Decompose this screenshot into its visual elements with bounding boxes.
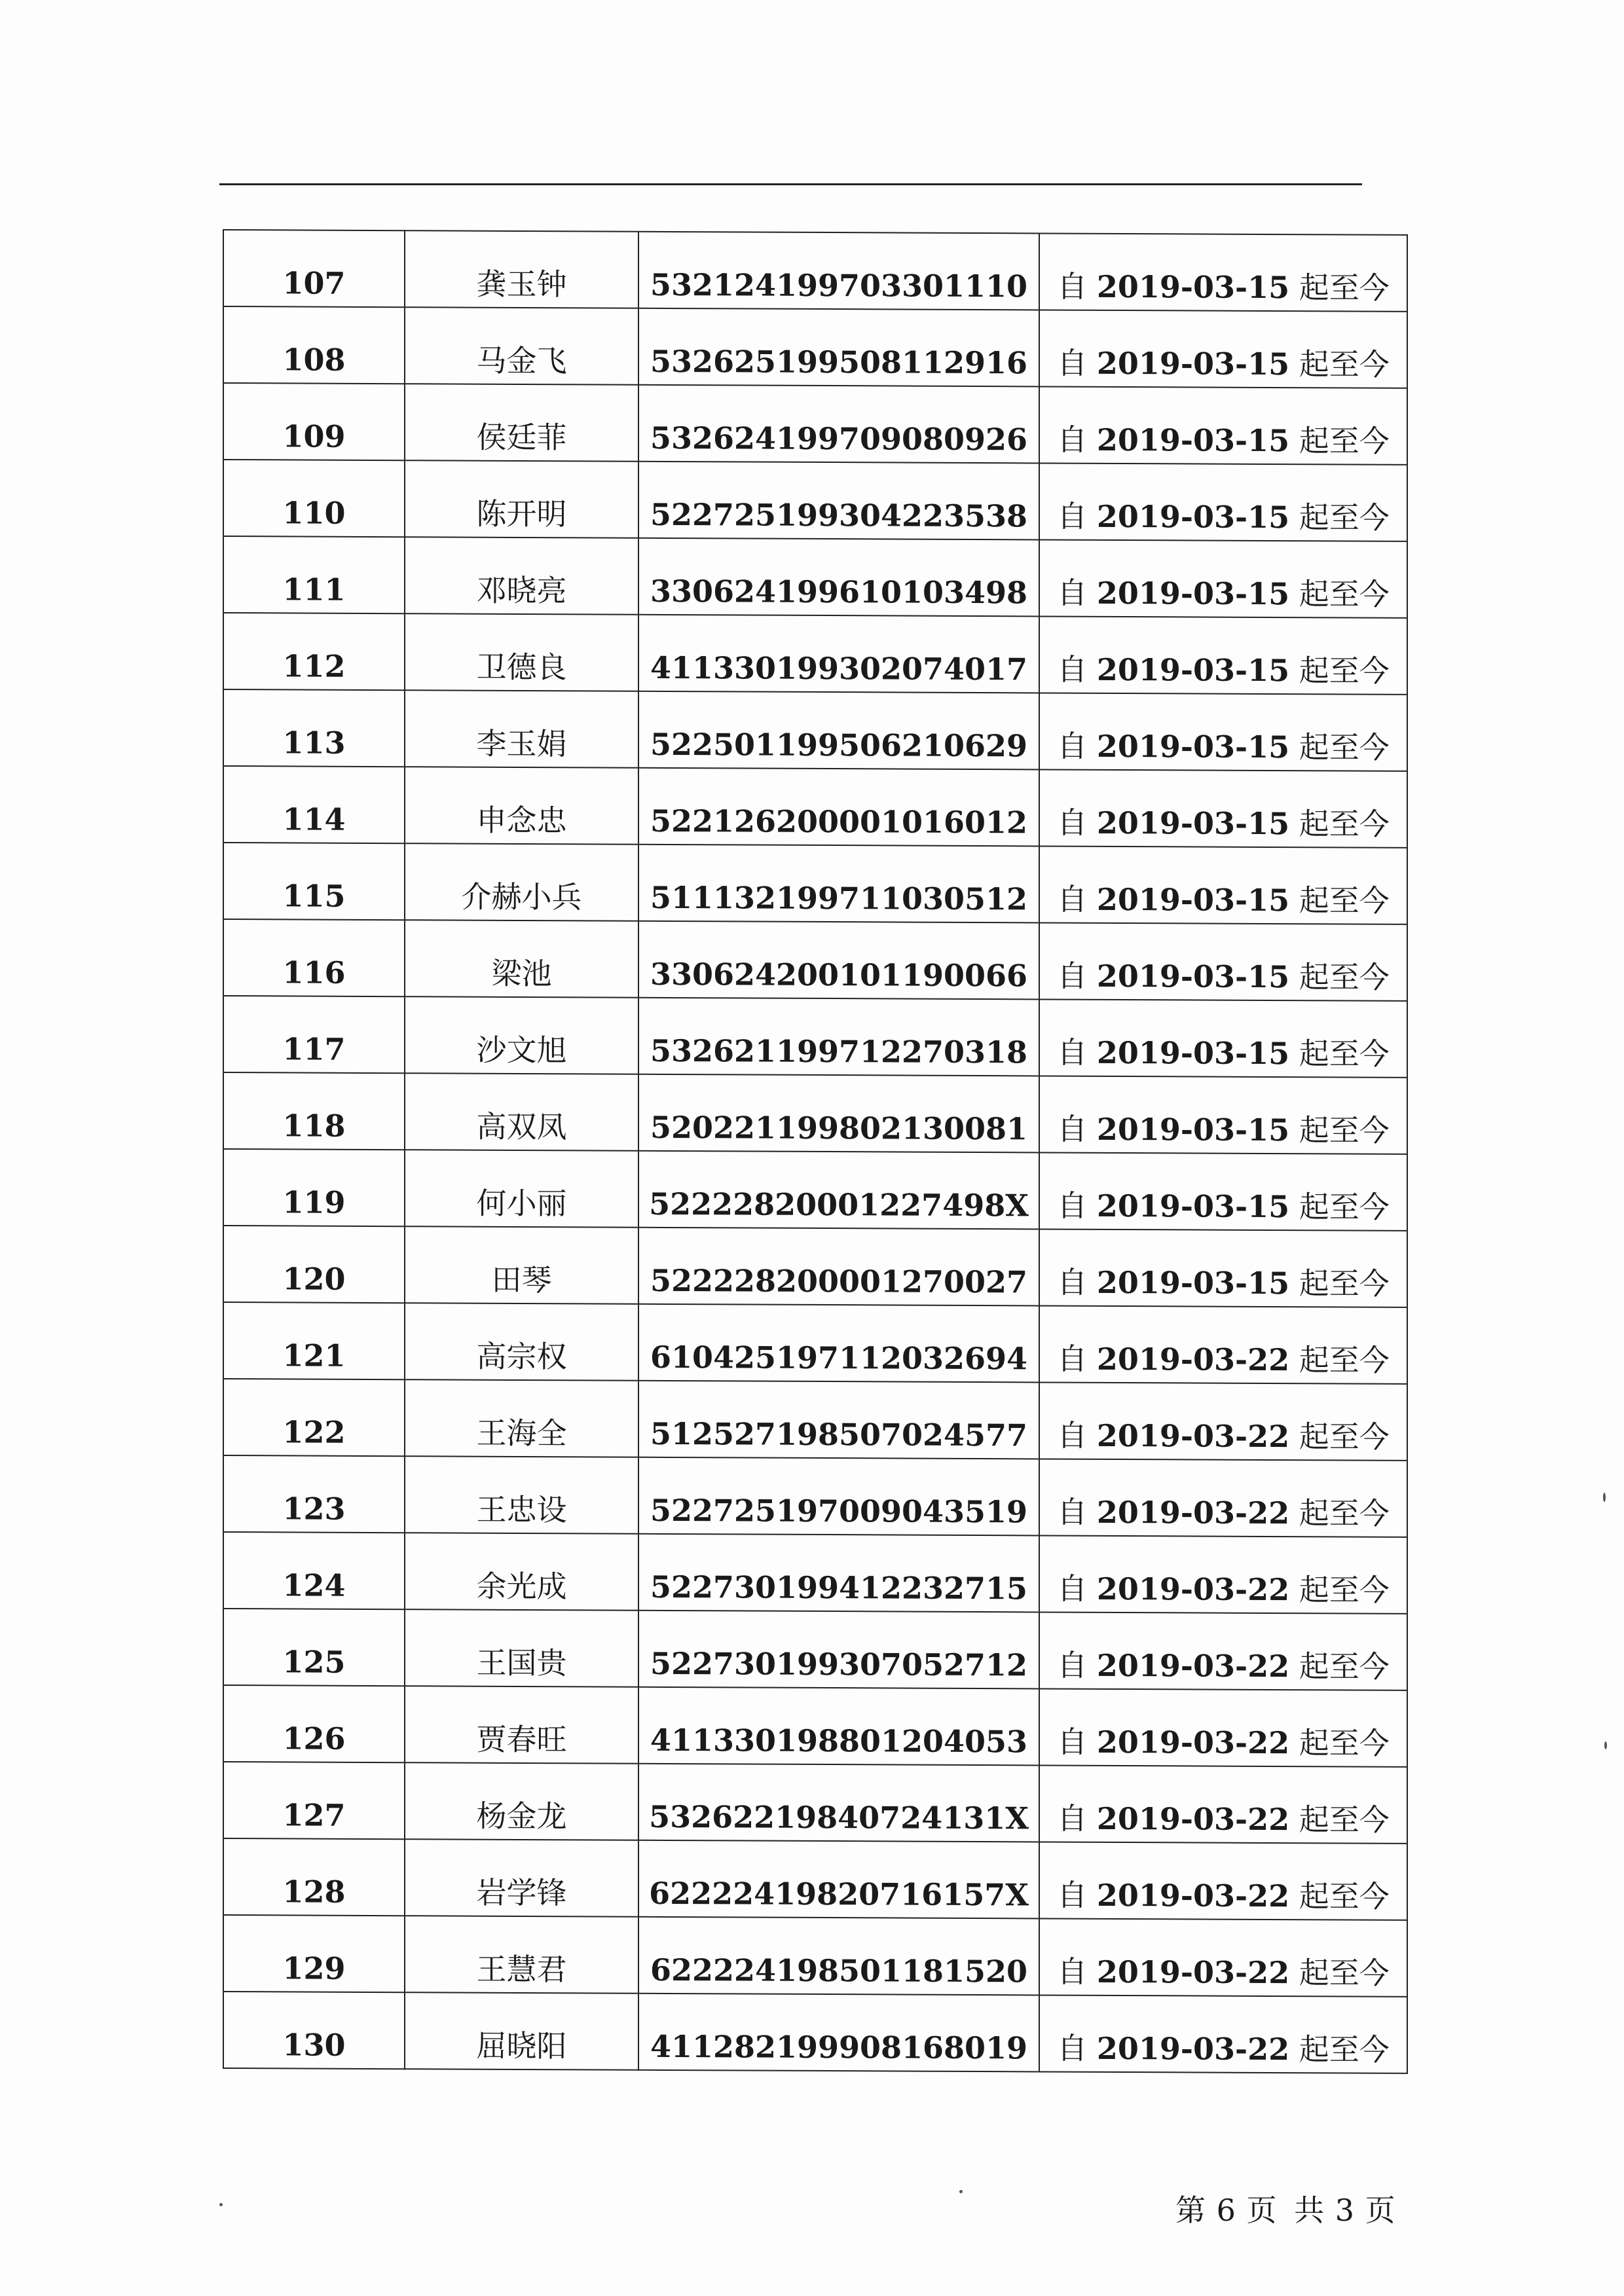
period-start-date: 2019-03-15 [1096,268,1290,306]
row-number-cell-text: 127 [282,1797,346,1833]
period-prefix: 自 [1057,1724,1088,1760]
period-cell [1039,693,1407,771]
row-number-cell [223,919,405,996]
period-suffix: 起至今 [1299,959,1390,995]
name-cell [405,1533,638,1611]
id-number-cell-text: 511132199711030512 [650,879,1028,917]
period-cell-text [1040,1877,1407,1919]
period-prefix: 自 [1057,728,1088,764]
period-prefix: 自 [1057,1571,1088,1607]
period-suffix: 起至今 [1299,346,1390,382]
table-row [223,1302,1407,1384]
row-number-cell-text: 111 [282,572,346,608]
row-number-cell [223,1915,405,1992]
period-prefix: 自 [1057,1417,1088,1453]
period-suffix: 起至今 [1299,1878,1390,1914]
period-suffix: 起至今 [1299,2032,1390,2068]
row-number-cell-text: 108 [282,342,346,378]
row-number-cell-text: 118 [282,1108,346,1144]
row-number-cell [223,1226,405,1303]
period-start-date: 2019-03-15 [1096,498,1290,536]
period-cell [1039,1612,1407,1690]
name-cell-text: 王海全 [476,1415,567,1451]
row-number-cell [223,1379,405,1456]
id-number-cell [638,385,1039,464]
period-cell-text [1040,881,1407,923]
id-number-cell [638,921,1039,1000]
period-cell-text [1040,1573,1407,1613]
row-number-cell-text: 120 [282,1261,346,1297]
name-cell [405,384,638,462]
name-cell-text: 王忠设 [476,1491,567,1528]
row-number-cell [223,460,405,537]
name-cell [405,230,638,308]
id-number-cell-text: 622224198501181520 [650,1952,1028,1990]
table-row [223,460,1407,541]
name-cell [405,1226,638,1304]
row-number-cell [223,1072,405,1150]
id-number-cell-text: 522228200001270027 [650,1262,1028,1300]
period-start-date: 2019-03-22 [1096,1571,1290,1608]
header-rule [219,183,1362,185]
period-cell [1039,1688,1407,1766]
id-number-cell [638,1381,1039,1459]
id-number-cell [638,1151,1039,1230]
name-cell-text: 杨金龙 [476,1798,567,1834]
id-number-cell-text: 52222820001227498X [649,1186,1029,1224]
period-cell-text [1040,1264,1407,1306]
period-prefix: 自 [1057,1188,1088,1224]
period-start-date: 2019-03-15 [1096,575,1290,612]
name-cell [405,1839,638,1917]
row-number-cell-text: 107 [282,265,346,301]
period-cell-text [1040,1111,1407,1153]
name-cell [405,1762,638,1840]
period-cell-text [1040,1034,1407,1076]
page-total: 共 3 页 [1294,2193,1396,2228]
name-cell-text: 田琴 [491,1262,552,1298]
period-cell [1039,1076,1407,1154]
id-number-cell [638,845,1039,923]
period-prefix: 自 [1057,268,1088,304]
period-prefix: 自 [1057,1877,1088,1913]
period-suffix: 起至今 [1299,653,1390,689]
row-number-cell [223,1609,405,1686]
row-number-cell-text: 115 [282,878,346,914]
name-cell-text: 何小丽 [476,1185,567,1222]
period-cell [1039,233,1407,311]
table-row [223,613,1407,695]
period-prefix: 自 [1057,345,1088,381]
row-number-cell-text: 109 [282,418,346,454]
id-number-cell [638,1840,1039,1919]
period-prefix: 自 [1057,805,1088,841]
period-suffix: 起至今 [1299,1036,1390,1072]
id-number-cell [638,1917,1039,1995]
row-number-cell [223,1302,405,1379]
row-number-cell [223,536,405,613]
name-cell-text: 陈开明 [476,496,567,532]
period-cell-text [1040,728,1407,770]
row-number-cell-text: 125 [282,1644,346,1680]
id-number-cell [638,1304,1039,1383]
period-suffix: 起至今 [1299,500,1390,536]
period-start-date: 2019-03-22 [1096,1877,1290,1914]
period-start-date: 2019-03-15 [1096,728,1290,765]
period-start-date: 2019-03-15 [1096,651,1290,689]
period-cell [1039,310,1407,388]
period-cell-text [1040,498,1407,540]
name-cell [405,460,638,538]
period-cell-text [1040,1190,1407,1230]
table-row [223,1226,1407,1307]
scan-speck [1603,1493,1606,1502]
period-prefix: 自 [1057,1034,1088,1070]
period-prefix: 自 [1057,1111,1088,1147]
id-number-cell-text: 522126200001016012 [650,803,1028,841]
period-suffix: 起至今 [1299,1189,1390,1225]
row-number-cell [223,1455,405,1533]
id-number-cell-text: 62222419820716157X [649,1875,1029,1913]
row-number-cell-text: 110 [282,495,346,531]
id-number-cell [638,462,1039,540]
period-suffix: 起至今 [1299,423,1390,459]
period-suffix: 起至今 [1299,1342,1390,1378]
name-cell [405,843,638,921]
period-start-date: 2019-03-15 [1096,345,1290,382]
name-cell-text: 王国贵 [476,1645,567,1681]
period-cell-text [1040,1956,1407,1995]
row-number-cell-text: 117 [282,1031,346,1067]
period-cell [1039,999,1407,1077]
table-row [223,306,1407,388]
name-cell [405,1303,638,1381]
period-start-date: 2019-03-15 [1096,1034,1290,1072]
id-number-cell-text: 522725197009043519 [650,1492,1028,1530]
id-number-cell-text: 53262219840724131X [649,1798,1029,1836]
period-cell-text [1040,2030,1407,2072]
period-cell [1039,846,1407,924]
period-prefix: 自 [1057,422,1088,458]
name-cell [405,690,638,768]
name-cell-text: 余光成 [476,1568,567,1605]
row-number-cell-text: 124 [282,1567,346,1603]
name-cell [405,1379,638,1457]
roster-table [223,229,1408,2074]
period-prefix: 自 [1057,1341,1088,1377]
period-suffix: 起至今 [1299,576,1390,612]
page-number: 第 6 页 [1175,2193,1278,2228]
period-start-date: 2019-03-22 [1096,1494,1290,1531]
period-suffix: 起至今 [1299,729,1390,765]
period-start-date: 2019-03-22 [1096,1800,1290,1838]
period-prefix: 自 [1057,2030,1088,2066]
id-number-cell-text: 532625199508112916 [650,343,1028,381]
period-cell-text [1040,1726,1407,1766]
table-row [223,1149,1407,1231]
name-cell-text: 介赫小兵 [461,879,582,915]
period-start-date: 2019-03-22 [1096,1954,1290,1991]
name-cell-text: 申念忠 [476,802,567,839]
period-cell [1039,1765,1407,1843]
row-number-cell [223,1685,405,1762]
row-number-cell [223,1992,405,2069]
period-suffix: 起至今 [1299,883,1390,919]
table-row [223,689,1407,771]
period-cell [1039,1459,1407,1537]
period-cell-text [1040,1417,1407,1459]
period-start-date: 2019-03-15 [1096,881,1290,919]
id-number-cell-text: 532621199712270318 [650,1032,1028,1070]
id-number-cell [638,538,1039,617]
row-number-cell [223,1762,405,1839]
name-cell-text: 侯廷菲 [476,419,567,456]
name-cell [405,1686,638,1764]
row-number-cell [223,1838,405,1916]
period-cell-text [1040,424,1407,464]
row-number-cell [223,996,405,1073]
table-row [223,1609,1407,1690]
table-row [223,383,1407,465]
period-suffix: 起至今 [1299,1495,1390,1531]
period-suffix: 起至今 [1299,1266,1390,1302]
id-number-cell [638,232,1039,310]
period-suffix: 起至今 [1299,1725,1390,1761]
period-cell [1039,1535,1407,1613]
row-number-cell-text: 126 [282,1721,346,1757]
scan-speck [1604,1741,1607,1749]
name-cell-text: 马金飞 [476,342,567,379]
id-number-cell [638,1687,1039,1766]
table-row [223,1455,1407,1537]
name-cell-text: 邓晓亮 [476,572,567,609]
period-suffix: 起至今 [1299,806,1390,842]
period-prefix: 自 [1057,575,1088,611]
name-cell [405,1456,638,1534]
period-cell-text [1040,1343,1407,1383]
row-number-cell [223,230,405,307]
id-number-cell [638,1994,1039,2072]
table-row [223,1379,1407,1461]
id-number-cell [638,1074,1039,1153]
name-cell-text: 高宗权 [476,1338,567,1375]
period-prefix: 自 [1057,1494,1088,1530]
row-number-cell-text: 130 [282,2027,346,2063]
id-number-cell-text: 522730199307052712 [650,1645,1028,1683]
period-start-date: 2019-03-22 [1096,2030,1290,2068]
row-number-cell-text: 121 [282,1338,346,1374]
name-cell [405,1609,638,1687]
id-number-cell [638,1764,1039,1842]
id-number-cell [638,308,1039,387]
id-number-cell-text: 522501199506210629 [650,726,1028,764]
table-row [223,1915,1407,1997]
id-number-cell [638,998,1039,1076]
period-cell [1039,463,1407,541]
page-footer [1175,2187,1403,2230]
period-cell-text [1040,1647,1407,1689]
period-prefix: 自 [1057,958,1088,994]
row-number-cell [223,689,405,767]
id-number-cell-text: 522730199412232715 [650,1569,1028,1607]
period-prefix: 自 [1057,1954,1088,1990]
period-start-date: 2019-03-22 [1096,1647,1290,1685]
name-cell-text: 岩学锋 [476,1874,567,1911]
id-number-cell [638,1611,1039,1689]
table-row [223,1532,1407,1614]
table-row [223,230,1407,312]
period-cell-text [1040,577,1407,617]
id-number-cell-text: 330624199610103498 [650,573,1028,611]
name-cell-text: 卫德良 [476,649,567,685]
row-number-cell [223,843,405,920]
id-number-cell-text: 512527198507024577 [650,1415,1028,1453]
row-number-cell [223,383,405,460]
table-row [223,1838,1407,1920]
row-number-cell-text: 123 [282,1491,346,1527]
period-cell [1039,1382,1407,1460]
name-cell-text: 梁池 [491,955,552,992]
name-cell-text: 屈晓阳 [476,2028,567,2064]
name-cell [405,996,638,1074]
period-start-date: 2019-03-15 [1096,805,1290,842]
id-number-cell [638,615,1039,693]
name-cell-text: 李玉娟 [476,725,567,762]
period-start-date: 2019-03-15 [1096,1111,1290,1148]
period-start-date: 2019-03-22 [1096,1417,1290,1455]
row-number-cell [223,1149,405,1226]
period-cell [1039,769,1407,847]
id-number-cell-text: 411282199908168019 [650,2028,1028,2066]
period-cell-text [1040,651,1407,693]
id-number-cell-text: 522725199304223538 [650,496,1028,534]
period-cell [1039,922,1407,1000]
period-cell [1039,1152,1407,1230]
period-cell [1039,1918,1407,1996]
table-row [223,1992,1407,2073]
period-cell-text [1040,1494,1407,1536]
period-cell [1039,386,1407,464]
period-start-date: 2019-03-15 [1096,1188,1290,1225]
id-number-cell-text: 520221199802130081 [650,1109,1028,1147]
id-number-cell-text: 532624199709080926 [650,420,1028,458]
name-cell-text: 王慧君 [476,1951,567,1988]
period-start-date: 2019-03-15 [1096,1264,1290,1302]
period-suffix: 起至今 [1299,1802,1390,1838]
period-prefix: 自 [1057,651,1088,687]
id-number-cell-text: 411330198801204053 [650,1722,1028,1760]
row-number-cell [223,766,405,843]
period-cell [1039,1842,1407,1920]
row-number-cell [223,613,405,690]
row-number-cell-text: 116 [282,955,346,991]
roster-table-body [223,230,1407,2073]
period-suffix: 起至今 [1299,1649,1390,1685]
table-row [223,1762,1407,1844]
period-start-date: 2019-03-22 [1096,1341,1290,1378]
name-cell [405,1916,638,1994]
name-cell-text: 龚玉钟 [476,266,567,302]
table-row [223,996,1407,1078]
period-suffix: 起至今 [1299,1572,1390,1608]
period-cell [1039,616,1407,694]
period-cell-text [1040,807,1407,847]
period-start-date: 2019-03-22 [1096,1724,1290,1761]
period-cell-text [1040,345,1407,387]
name-cell [405,1073,638,1151]
period-suffix: 起至今 [1299,270,1390,306]
period-cell-text [1040,960,1407,1000]
period-cell [1039,1305,1407,1383]
period-suffix: 起至今 [1299,1112,1390,1148]
id-number-cell [638,768,1039,847]
scan-speck [959,2190,963,2193]
name-cell [405,537,638,615]
id-number-cell [638,691,1039,770]
row-number-cell-text: 129 [282,1950,346,1986]
period-prefix: 自 [1057,498,1088,534]
row-number-cell-text: 114 [282,801,346,837]
period-suffix: 起至今 [1299,1419,1390,1455]
period-cell [1039,539,1407,617]
id-number-cell-text: 532124199703301110 [650,266,1028,304]
period-cell-text [1040,1800,1407,1842]
row-number-cell-text: 128 [282,1874,346,1910]
table-row [223,1685,1407,1767]
id-number-cell [638,1228,1039,1306]
name-cell [405,307,638,385]
name-cell [405,1150,638,1228]
name-cell-text: 高双凤 [476,1108,567,1145]
row-number-cell-text: 122 [282,1414,346,1450]
name-cell [405,613,638,691]
period-prefix: 自 [1057,881,1088,917]
period-prefix: 自 [1057,1800,1088,1836]
id-number-cell-text: 330624200101190066 [650,956,1028,994]
period-prefix: 自 [1057,1647,1088,1683]
roster-table-wrapper [223,229,1401,2069]
id-number-cell-text: 411330199302074017 [650,649,1028,687]
name-cell-text: 沙文旭 [476,1032,567,1068]
row-number-cell-text: 113 [282,725,346,761]
period-cell [1039,1229,1407,1307]
name-cell [405,920,638,998]
row-number-cell-text: 112 [282,648,346,684]
period-cell-text [1040,268,1407,310]
row-number-cell-text: 119 [282,1184,346,1220]
period-cell [1039,1995,1407,2073]
period-prefix: 自 [1057,1264,1088,1300]
name-cell-text: 贾春旺 [476,1721,567,1758]
name-cell [405,767,638,845]
table-row [223,843,1407,924]
period-suffix: 起至今 [1299,1955,1390,1991]
name-cell [405,1992,638,2070]
table-row [223,919,1407,1001]
table-row [223,536,1407,618]
row-number-cell [223,306,405,384]
id-number-cell [638,1534,1039,1613]
period-start-date: 2019-03-15 [1096,958,1290,995]
table-row [223,766,1407,848]
table-row [223,1072,1407,1154]
id-number-cell [638,1457,1039,1536]
scan-speck [219,2203,223,2206]
id-number-cell-text: 610425197112032694 [650,1339,1028,1377]
row-number-cell [223,1532,405,1609]
period-start-date: 2019-03-15 [1096,422,1290,459]
